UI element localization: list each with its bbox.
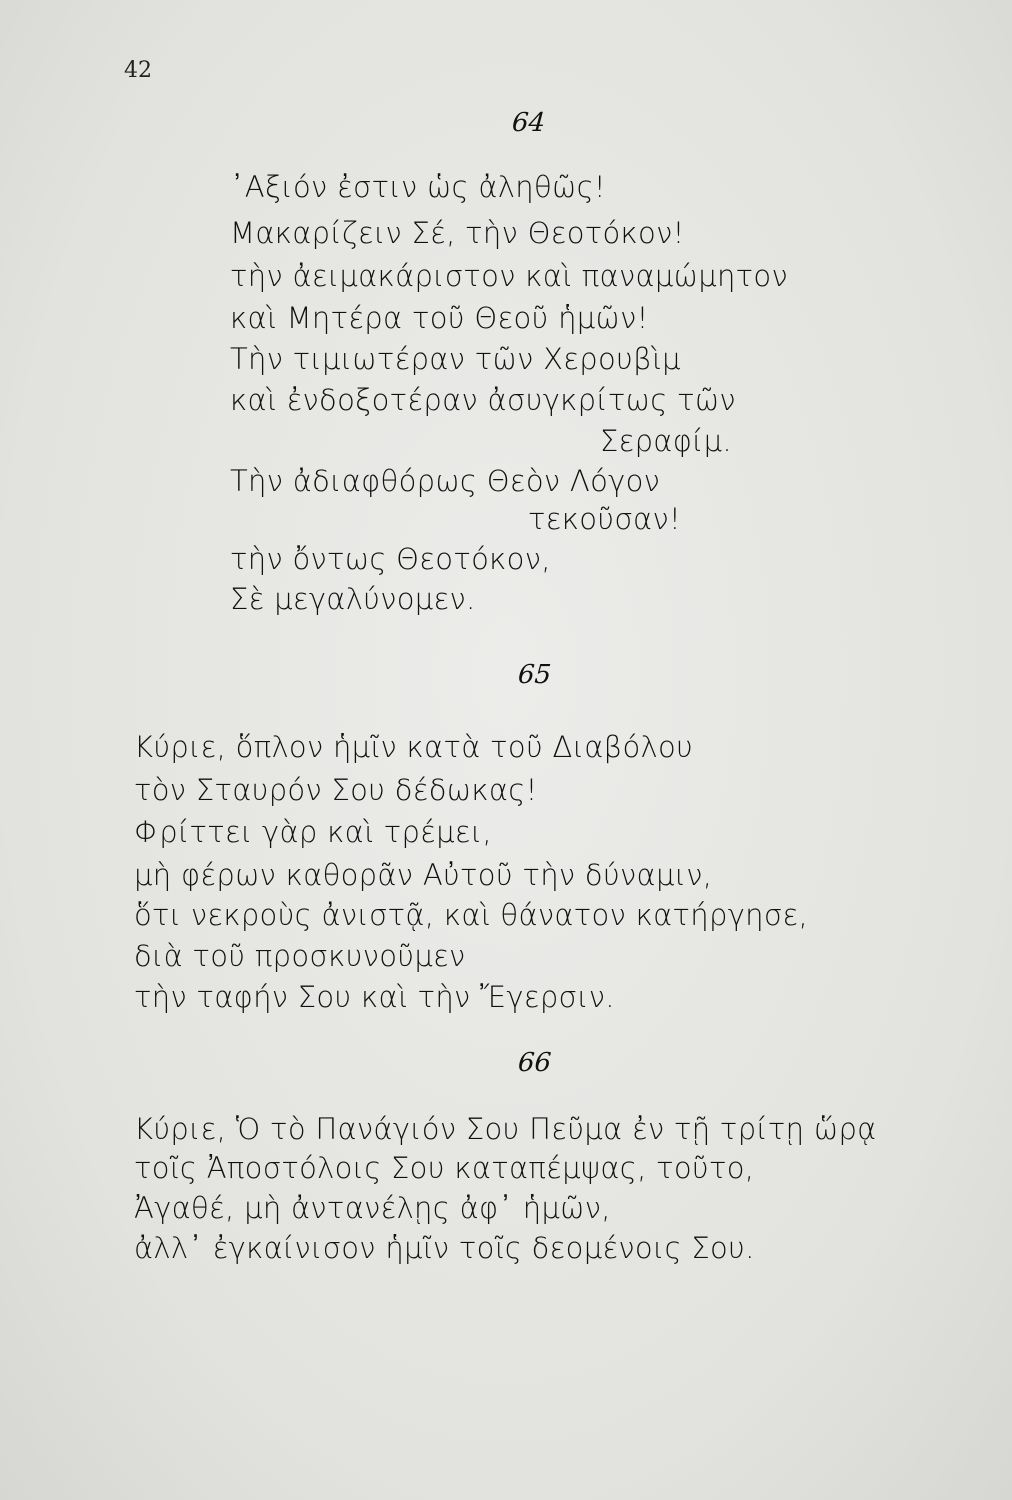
hymn-66-line-3: Ἀγαθέ, μὴ ἀντανέλῃς ἀφ᾿ ἡμῶν,: [134, 1191, 611, 1225]
hymn-64-line-5: Τὴν τιμιωτέραν τῶν Χερουβὶμ: [230, 342, 681, 376]
hymn-number-65: 65: [516, 660, 553, 690]
hymn-number-66: 66: [516, 1048, 553, 1078]
hymn-64-line-6: καὶ ἐνδοξοτέραν ἀσυγκρίτως τῶν: [230, 383, 736, 417]
hymn-64-line-10: τὴν ὄντως Θεοτόκον,: [230, 542, 551, 576]
hymn-64-line-9: τεκοῦσαν!: [528, 502, 681, 536]
hymn-65-line-6: διὰ τοῦ προσκυνοῦμεν: [134, 939, 466, 973]
hymn-65-line-4: μὴ φέρων καθορᾶν Αὐτοῦ τὴν δύναμιν,: [134, 858, 713, 892]
hymn-66-line-4: ἀλλ᾿ ἐγκαίνισον ἡμῖν τοῖς δεομένοις Σου.: [134, 1231, 755, 1265]
hymn-64-line-7: Σεραφίμ.: [600, 424, 732, 458]
hymn-65-line-3: Φρίττει γὰρ καὶ τρέμει,: [134, 815, 492, 849]
page-number: 42: [124, 58, 152, 83]
hymn-66-line-2: τοῖς Ἀποστόλοις Σου καταπέμψας, τοῦτο,: [134, 1151, 755, 1185]
hymn-65-line-7: τὴν ταφήν Σου καὶ τὴν Ἔγερσιν.: [134, 980, 615, 1014]
hymn-number-64: 64: [510, 108, 547, 138]
hymn-65-line-2: τὸν Σταυρόν Σου δέδωκας!: [134, 773, 538, 807]
hymn-64-line-8: Τὴν ἀδιαφθόρως Θεὸν Λόγον: [230, 464, 661, 498]
hymn-64-line-4: καὶ Μητέρα τοῦ Θεοῦ ἡμῶν!: [230, 301, 649, 335]
hymn-64-line-2: Μακαρίζειν Σέ, τὴν Θεοτόκον!: [230, 216, 685, 250]
hymn-64-line-11: Σὲ μεγαλύνομεν.: [230, 582, 476, 616]
hymn-65-line-5: ὅτι νεκροὺς ἀνιστᾷ, καὶ θάνατον κατήργησε,: [134, 898, 809, 932]
hymn-64-line-1: ᾿Αξιόν ἐστιν ὡς ἀληθῶς!: [230, 170, 606, 204]
hymn-66-line-1: Κύριε, Ὁ τὸ Πανάγιόν Σου Πεῦμα ἐν τῇ τρίτῃ ὥρᾳ: [134, 1112, 877, 1146]
hymn-64-line-3: τὴν ἀειμακάριστον καὶ παναμώμητον: [230, 259, 788, 293]
hymn-65-line-1: Κύριε, ὅπλον ἡμῖν κατὰ τοῦ Διαβόλου: [134, 730, 694, 764]
